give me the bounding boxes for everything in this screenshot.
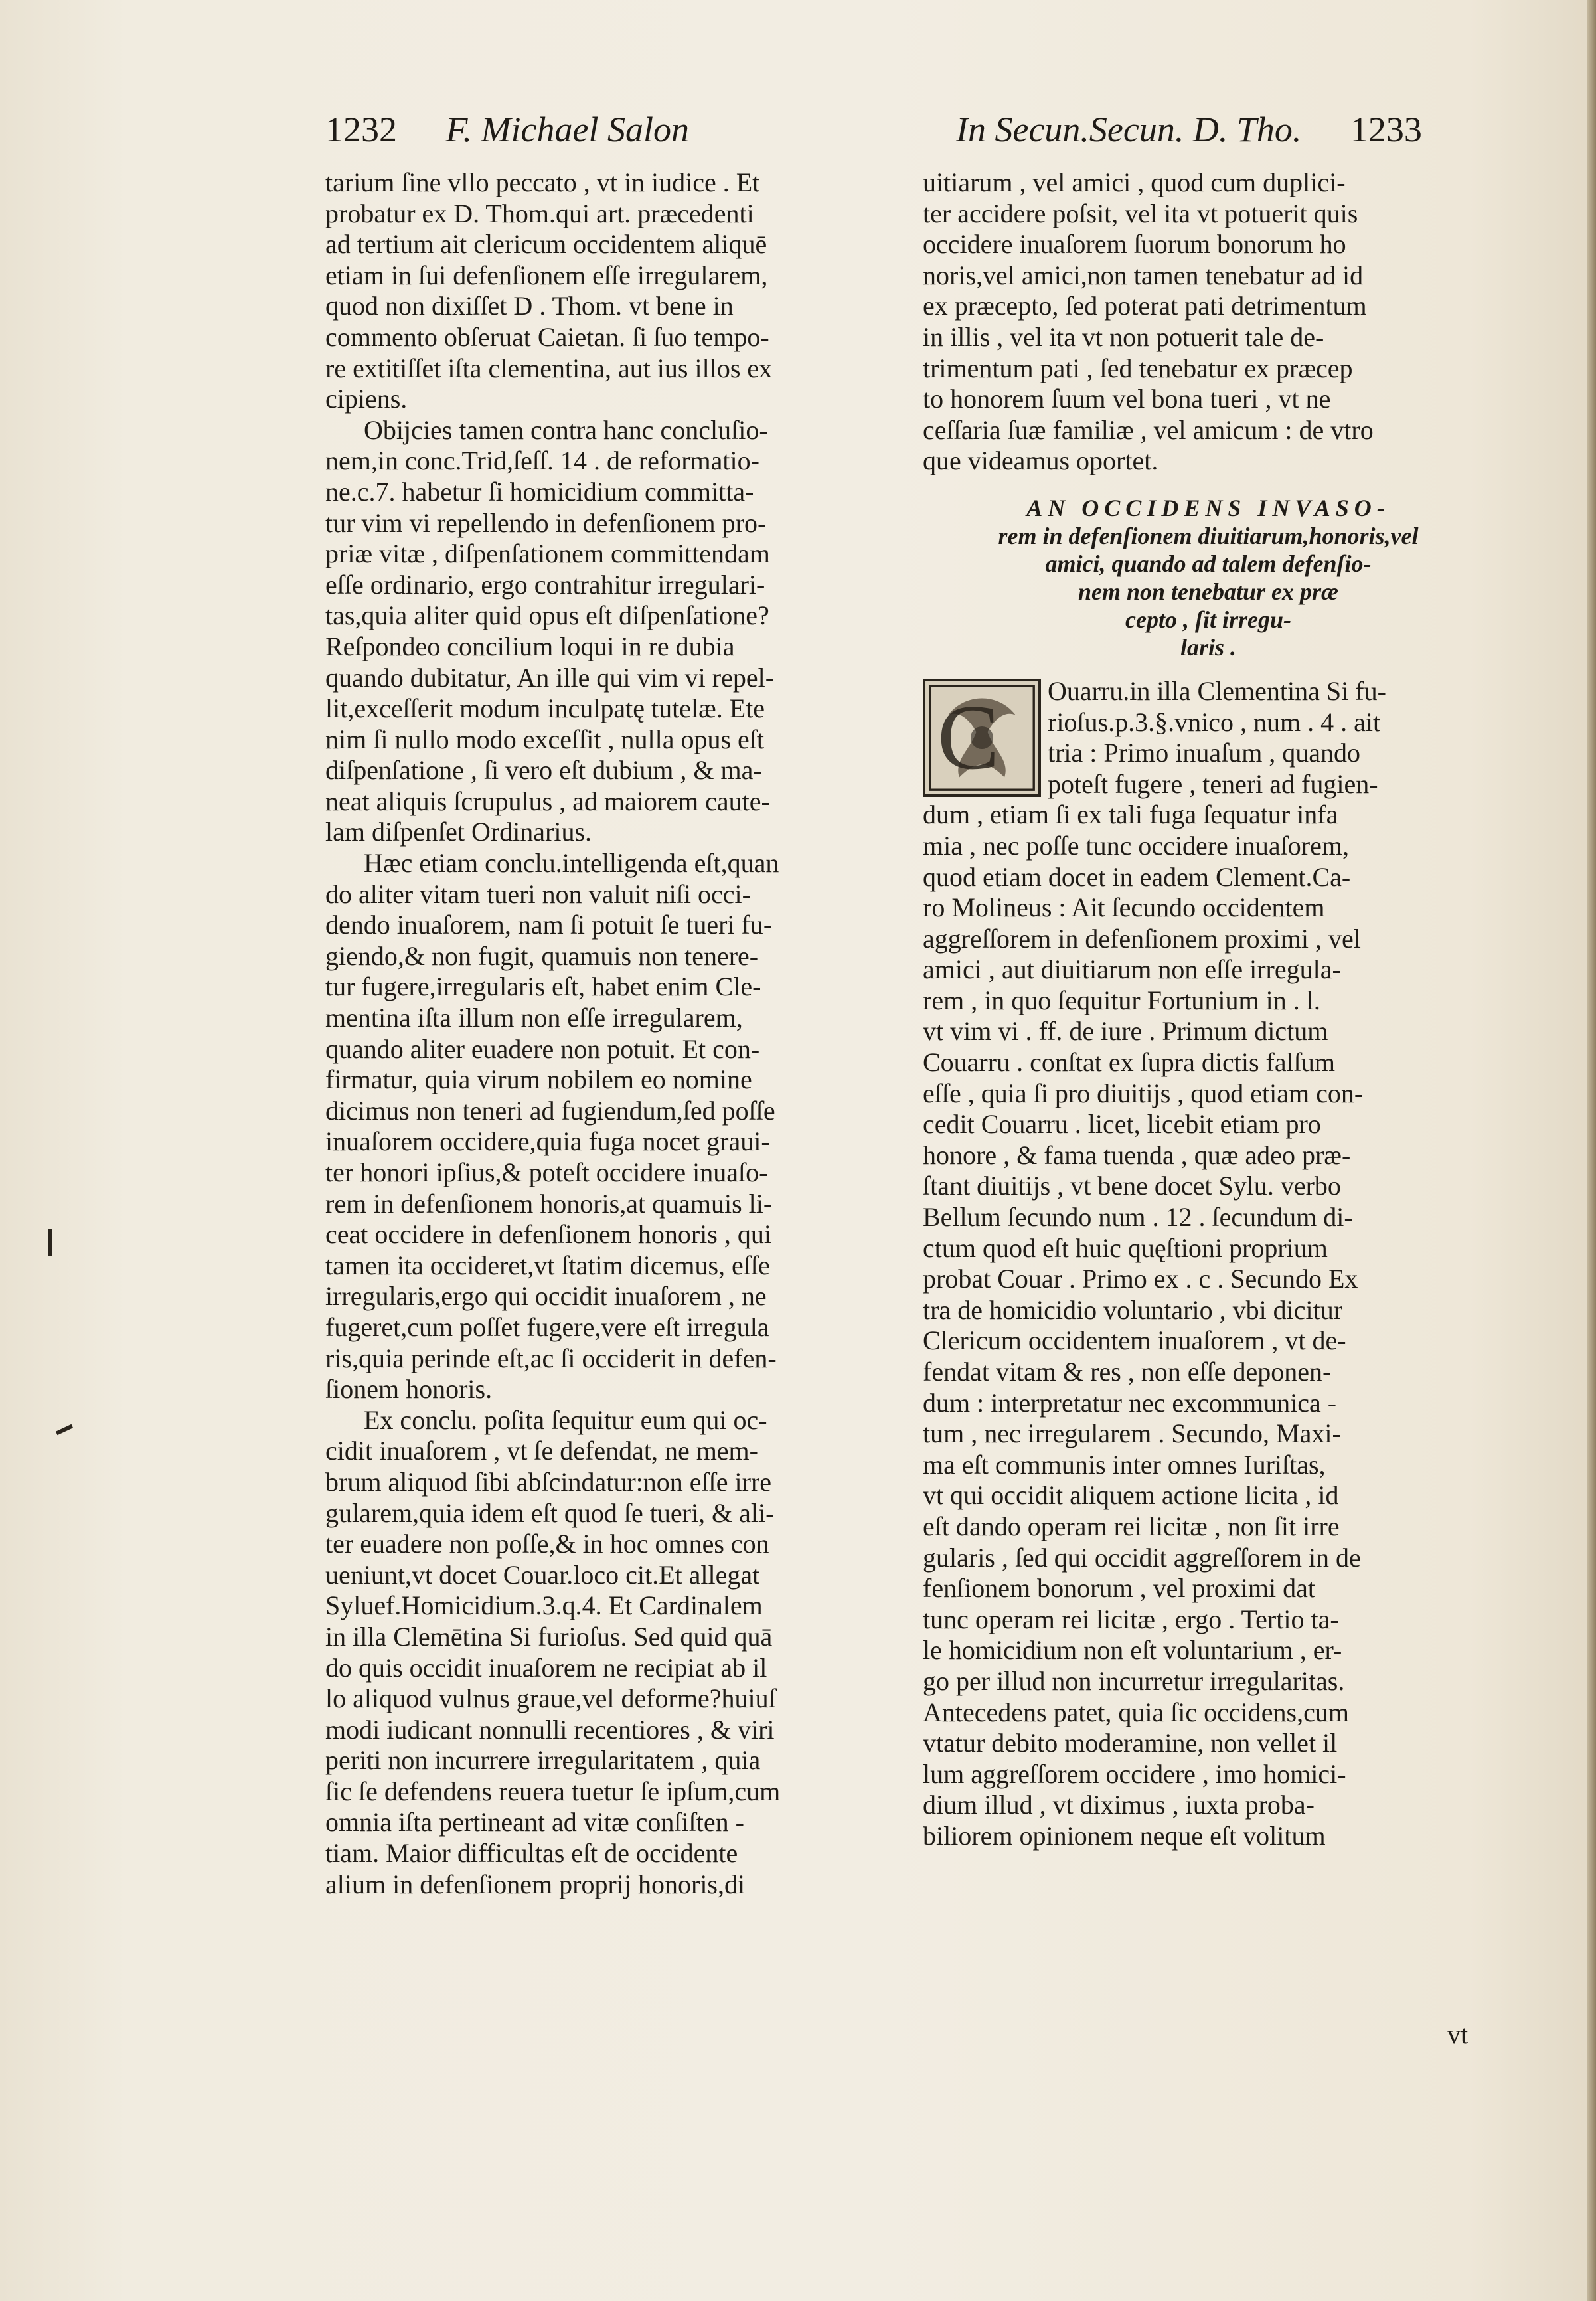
text-line: cedit Couarru . licet, licebit etiam pro <box>923 1109 1321 1140</box>
text-line: amici , aut diuitiarum non eſſe irregula- <box>923 954 1341 985</box>
text-line: do aliter vitam tueri non valuit niſi occi- <box>325 879 751 909</box>
decorated-initial <box>923 679 1041 797</box>
text-line: ceſſaria ſuæ familiæ , vel amicum : de vtro <box>923 414 1374 445</box>
text-line: gularis , ſed qui occidit aggreſſorem in de <box>923 1542 1361 1573</box>
text-line: Syluef.Homicidium.3.q.4. Et Cardinalem <box>325 1590 763 1621</box>
text-line: aggreſſorem in defenſionem proximi , vel <box>923 923 1361 954</box>
text-line: ſtant diuitijs , vt bene docet Sylu. verbo <box>923 1171 1341 1201</box>
text-line: in illis , vel ita vt non potuerit tale de- <box>923 321 1324 352</box>
text-line: honore , & fama tuenda , quæ adeo præ- <box>923 1140 1351 1170</box>
section-title-line: laris . <box>1180 634 1237 661</box>
text-line: trimentum pati , ſed tenebatur ex præcep <box>923 353 1353 383</box>
left-text-column <box>325 167 876 1900</box>
text-line: mia , nec poſſe tunc occidere inuaſorem, <box>923 830 1349 861</box>
text-line: quod etiam docet in eadem Clement.Ca- <box>923 861 1351 892</box>
text-line: ter honori ipſius,& poteſt occidere inuaſo- <box>325 1157 768 1187</box>
text-line: probatur ex D. Thom.qui art. præcedenti <box>325 198 754 228</box>
text-line: occidere inuaſorem ſuorum bonorum ho <box>923 229 1346 260</box>
left-running-head: F. Michael Salon <box>445 110 689 149</box>
right-text-column <box>923 167 1494 1852</box>
left-page-number: 1232 <box>325 110 397 149</box>
text-line: rem in defenſionem honoris,at quamuis li- <box>325 1188 773 1219</box>
text-line: lit,exceſſerit modum inculpatę tutelæ. Ete <box>325 693 765 724</box>
text-line: omnia iſta pertineant ad vitæ conſiſten - <box>325 1807 744 1837</box>
right-column-body <box>923 800 1494 1851</box>
text-line: firmatur, quia virum nobilem eo nomine <box>325 1065 752 1095</box>
ink-mark <box>48 1229 52 1256</box>
text-line: lam diſpenſet Ordinarius. <box>325 817 592 847</box>
text-line: quando aliter euadere non potuit. Et con- <box>325 1033 760 1064</box>
text-line: fendat vitam & res , non eſſe deponen- <box>923 1357 1332 1387</box>
text-line: le homicidium non eſt voluntarium , er- <box>923 1635 1342 1665</box>
text-line: inuaſorem occidere,quia fuga nocet graui- <box>325 1126 770 1157</box>
text-line: biliorem opinionem neque eſt volitum <box>923 1820 1326 1851</box>
text-line: ex præcepto, ſed poterat pati detrimentum <box>923 291 1367 321</box>
text-line: nim ſi nullo modo exceſſit , nulla opus eſt <box>325 724 765 754</box>
text-line: uitiarum , vel amici , quod cum duplici- <box>923 167 1346 197</box>
text-line: dicimus non teneri ad fugiendum,ſed poſſe <box>325 1095 775 1126</box>
text-line: neat aliquis ſcrupulus , ad maiorem caute- <box>325 786 770 816</box>
text-line: ter euadere non poſſe,& in hoc omnes con <box>325 1529 769 1559</box>
text-line: eſt dando operam rei licitæ , non ſit irre <box>923 1511 1340 1541</box>
running-header-left <box>325 106 689 153</box>
text-line: Hæc etiam conclu.intelligenda eſt,quan <box>364 848 779 879</box>
text-line: fenſionem bonorum , vel proximi dat <box>923 1573 1315 1604</box>
text-line: noris,vel amici,non tamen tenebatur ad id <box>923 260 1364 290</box>
text-line: eſſe , quia ſi pro diuitijs , quod etiam con- <box>923 1078 1364 1108</box>
text-line: ad tertium ait clericum occidentem aliquē <box>325 229 767 260</box>
text-line: dendo inuaſorem, nam ſi potuit ſe tueri fu- <box>325 910 773 940</box>
text-line: fugeret,cum poſſet fugere,vere eſt irregula <box>325 1312 769 1342</box>
text-line: cipiens. <box>325 384 408 414</box>
text-line: que videamus oportet. <box>923 446 1158 476</box>
text-line: irregularis,ergo qui occidit inuaſorem , ne <box>325 1281 767 1312</box>
right-page-number: 1233 <box>1350 110 1422 149</box>
text-line: nem,in conc.Trid,ſeſſ. 14 . de reformatio- <box>325 446 759 476</box>
text-line: quod non dixiſſet D . Thom. vt bene in <box>325 291 734 321</box>
text-line: do quis occidit inuaſorem ne recipiat ab il <box>325 1652 767 1683</box>
text-line: diſpenſatione , ſi vero eſt dubium , & ma- <box>325 755 762 786</box>
page-edge <box>1587 0 1596 2301</box>
text-line: commento obſeruat Caietan. ſi ſuo tempo- <box>325 321 769 352</box>
text-line: Bellum ſecundo num . 12 . ſecundum di- <box>923 1202 1353 1233</box>
text-line: tur fugere,irregularis eſt, habet enim Cle- <box>325 972 761 1002</box>
text-line: dum , etiam ſi ex tali fuga ſequatur infa <box>923 800 1338 830</box>
text-line: tra de homicidio voluntario , vbi dicitur <box>923 1294 1343 1325</box>
text-line: tamen ita occideret,vt ſtatim dicemus, eſſe <box>325 1250 770 1280</box>
text-line: mentina iſta illum non eſſe irregularem, <box>325 1003 743 1033</box>
text-line: ter accidere poſsit, vel ita vt potuerit quis <box>923 198 1358 228</box>
text-line: tria : Primo inuaſum , quando <box>1048 738 1361 768</box>
text-line: tarium ſine vllo peccato , vt in iudice . Et <box>325 167 760 197</box>
text-line: poteſt fugere , teneri ad fugien- <box>1048 768 1378 799</box>
text-line: etiam in ſui defenſionem eſſe irregularem, <box>325 260 768 290</box>
right-running-head: In Secun.Secun. D. Tho. <box>956 110 1302 149</box>
text-line: tiam. Maior difficultas eſt de occidente <box>325 1838 738 1869</box>
section-title-line: AN OCCIDENS INVASO- <box>1026 494 1390 521</box>
text-line: tas,quia aliter quid opus eſt diſpenſatione? <box>325 600 769 631</box>
section-title <box>923 494 1494 661</box>
text-line: eſſe ordinario, ergo contrahitur irregulari- <box>325 569 765 600</box>
text-line: probat Couar . Primo ex . c . Secundo Ex <box>923 1264 1358 1294</box>
text-line: ro Molineus : Ait ſecundo occidentem <box>923 893 1325 923</box>
text-line: gularem,quia idem eſt quod ſe tueri, & ali- <box>325 1497 775 1528</box>
text-line: ris,quia perinde eſt,ac ſi occiderit in defen- <box>325 1343 777 1373</box>
text-line: Couarru . conſtat ex ſupra dictis falſum <box>923 1047 1335 1078</box>
text-line: ctum quod eſt huic quęſtioni proprium <box>923 1233 1328 1263</box>
text-line: priæ vitæ , diſpenſationem committendam <box>325 539 770 569</box>
right-column-top-paragraph <box>923 167 1494 477</box>
text-line: Obijcies tamen contra hanc concluſio- <box>364 414 768 445</box>
text-line: go per illud non incurretur irregularitas. <box>923 1665 1345 1696</box>
text-line: Reſpondeo concilium loqui in re dubia <box>325 631 735 661</box>
text-line: in illa Clemētina Si furioſus. Sed quid quā <box>325 1621 773 1652</box>
section-title-line: rem in defenſionem diuitiarum,honoris,vel <box>998 522 1419 549</box>
text-line: tunc operam rei licitæ , ergo . Tertio ta- <box>923 1604 1339 1634</box>
text-line: brum aliquod ſibi abſcindatur:non eſſe irre <box>325 1466 772 1497</box>
text-line: Antecedens patet, quia ſic occidens,cum <box>923 1697 1349 1727</box>
text-line: vtatur debito moderamine, non vellet il <box>923 1728 1338 1758</box>
section-title-line: nem non tenebatur ex præ <box>1077 578 1339 605</box>
text-line: ſionem honoris. <box>325 1374 493 1405</box>
text-line: tum , nec irregularem . Secundo, Maxi- <box>923 1418 1341 1449</box>
text-line: periti non incurrere irregularitatem , quia <box>325 1745 761 1776</box>
section-title-line: amici, quando ad talem defenſio- <box>1045 550 1372 577</box>
text-line: giendo,& non fugit, quamuis non tenere- <box>325 940 759 971</box>
initial-paragraph <box>923 676 1494 800</box>
dropcap-letter: C <box>937 685 1000 789</box>
text-line: vt qui occidit aliquem actione licita , id <box>923 1480 1339 1511</box>
text-line: re extitiſſet iſta clementina, aut ius illos ex <box>325 353 773 383</box>
text-line: quando dubitatur, An ille qui vim vi repel- <box>325 662 775 693</box>
text-line: ne.c.7. habetur ſi homicidium committa- <box>325 476 754 507</box>
text-line: rioſus.p.3.§.vnico , num . 4 . ait <box>1048 707 1381 737</box>
text-line: ma eſt communis inter omnes Iuriſtas, <box>923 1449 1326 1480</box>
ink-mark <box>56 1424 73 1435</box>
section-title-line: cepto , ſit irregu- <box>1125 606 1291 633</box>
text-line: Clericum occidentem inuaſorem , vt de- <box>923 1325 1346 1356</box>
text-line: modi iudicant nonnulli recentiores , & viri <box>325 1714 775 1745</box>
text-line: dum : interpretatur nec excommunica - <box>923 1387 1337 1418</box>
text-line: dium illud , vt diximus , iuxta proba- <box>923 1790 1315 1820</box>
text-line: lum aggreſſorem occidere , imo homici- <box>923 1758 1346 1789</box>
text-line: Ouarru.in illa Clementina Si fu- <box>1048 675 1386 706</box>
text-line: rem , in quo ſequitur Fortunium in . l. <box>923 985 1320 1015</box>
text-line: vt vim vi . ff. de iure . Primum dictum <box>923 1016 1328 1047</box>
catchword: vt <box>1447 2019 1469 2049</box>
text-line: lo aliquod vulnus graue,vel deforme?huiuſ <box>325 1683 776 1714</box>
text-line: tur vim vi repellendo in defenſionem pro- <box>325 507 767 538</box>
text-line: ceat occidere in defenſionem honoris , qui <box>325 1219 771 1250</box>
text-line: ſic ſe defendens reuera tuetur ſe ipſum,cum <box>325 1776 781 1806</box>
running-header-right <box>956 106 1422 153</box>
text-line: alium in defenſionem proprij honoris,di <box>325 1869 746 1899</box>
text-line: ueniunt,vt docet Couar.loco cit.Et allegat <box>325 1559 760 1590</box>
text-line: Ex conclu. poſita ſequitur eum qui oc- <box>364 1405 767 1435</box>
text-line: to honorem ſuum vel bona tueri , vt ne <box>923 384 1331 414</box>
text-line: cidit inuaſorem , vt ſe defendat, ne mem- <box>325 1436 758 1466</box>
